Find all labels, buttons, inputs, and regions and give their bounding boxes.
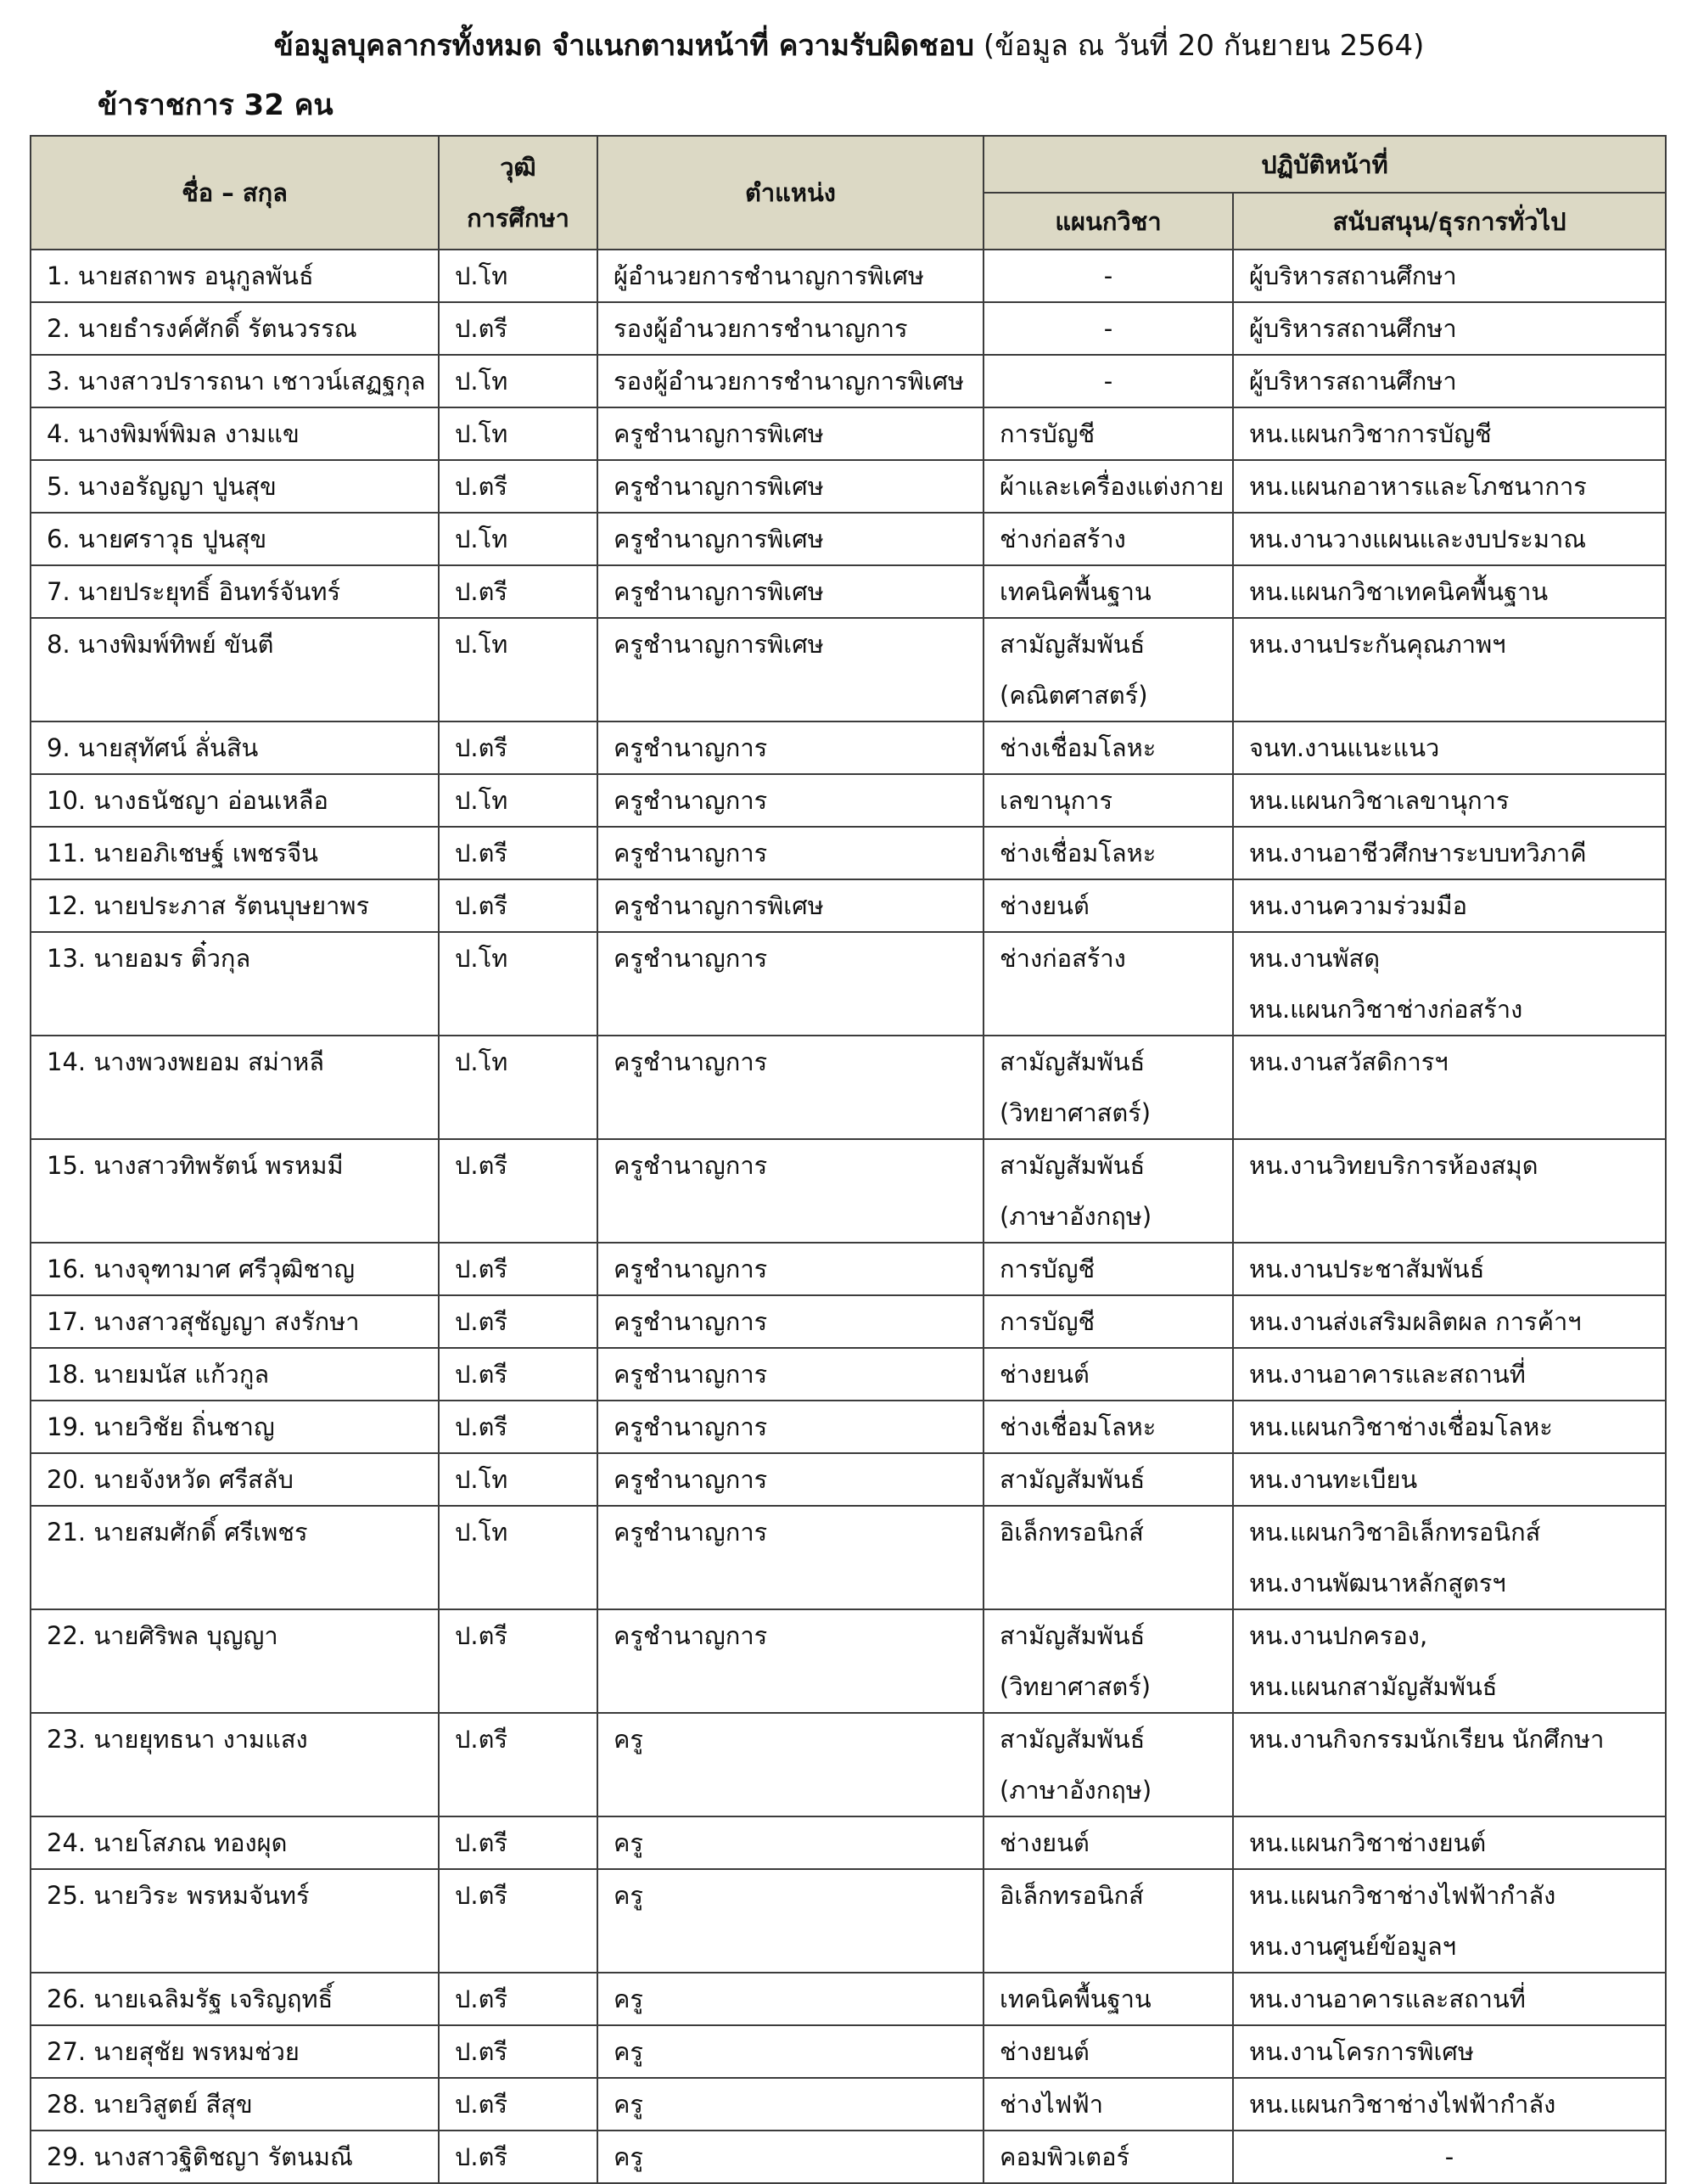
cell-position: ครูชำนาญการพิเศษ (597, 879, 983, 932)
cell-position: ครูชำนาญการพิเศษ (597, 513, 983, 565)
cell-department-line: สามัญสัมพันธ์ (1000, 1621, 1146, 1650)
table-row (31, 1036, 1666, 1139)
cell-position: ครูชำนาญการ (597, 1139, 983, 1243)
cell-education: ป.ตรี (439, 565, 597, 618)
cell-education: ป.ตรี (439, 2025, 597, 2078)
cell-education: ป.โท (439, 774, 597, 827)
cell-education: ป.ตรี (439, 1295, 597, 1348)
cell-support-line: หน.แผนกวิชาช่างก่อสร้าง (1249, 995, 1523, 1024)
cell-name: 28. นายวิสูตย์ สีสุข (31, 2078, 439, 2131)
cell-department-line: (วิทยาศาสตร์) (1000, 1098, 1152, 1127)
cell-support-line: ผู้บริหารสถานศึกษา (1249, 261, 1457, 290)
cell-support (1233, 2078, 1666, 2131)
cell-education: ป.ตรี (439, 1816, 597, 1869)
cell-department-line: สามัญสัมพันธ์ (1000, 1047, 1146, 1076)
cell-support-line: หน.งานประชาสัมพันธ์ (1249, 1255, 1485, 1283)
cell-department-line: สามัญสัมพันธ์ (1000, 1151, 1146, 1180)
cell-department-line: ช่างยนต์ (1000, 1360, 1090, 1389)
cell-department (983, 1348, 1233, 1401)
table-row (31, 2131, 1666, 2183)
cell-position: ครูชำนาญการพิเศษ (597, 407, 983, 460)
cell-support-line: หน.งานศูนย์ข้อมูลฯ (1249, 1932, 1457, 1961)
cell-support (1233, 774, 1666, 827)
cell-support (1233, 460, 1666, 513)
cell-name: 14. นางพวงพยอม สม่าหลี (31, 1036, 439, 1139)
cell-support-line: หน.แผนกวิชาช่างเชื่อมโลหะ (1249, 1412, 1553, 1441)
table-row (31, 721, 1666, 774)
cell-support-line: หน.งานทะเบียน (1249, 1465, 1418, 1494)
cell-position: ครูชำนาญการพิเศษ (597, 460, 983, 513)
header-education (439, 136, 597, 250)
cell-department-line: ช่างเชื่อมโลหะ (1000, 733, 1157, 762)
cell-department (983, 827, 1233, 879)
cell-education: ป.โท (439, 1036, 597, 1139)
cell-support (1233, 1139, 1666, 1243)
header-education-line1: วุฒิ (500, 153, 536, 182)
cell-department (983, 1139, 1233, 1243)
cell-department-line: เทคนิคพื้นฐาน (1000, 1985, 1152, 2013)
cell-position: ครู (597, 1869, 983, 1973)
cell-support-line: หน.งานกิจกรรมนักเรียน นักศึกษา (1249, 1725, 1605, 1754)
cell-department-line: การบัญชี (1000, 1255, 1096, 1283)
cell-support (1233, 1816, 1666, 1869)
cell-support (1233, 2131, 1666, 2183)
cell-support (1233, 407, 1666, 460)
cell-department-line: ช่างยนต์ (1000, 2037, 1090, 2066)
cell-name: 13. นายอมร ติ๋วกุล (31, 932, 439, 1036)
cell-name: 21. นายสมศักดิ์ ศรีเพชร (31, 1506, 439, 1609)
cell-education: ป.ตรี (439, 1401, 597, 1453)
cell-support-line: หน.งานอาชีวศึกษาระบบทวิภาคี (1249, 839, 1587, 867)
cell-position: ครู (597, 2078, 983, 2131)
cell-support-line: หน.แผนกวิชาช่างยนต์ (1249, 1828, 1487, 1857)
header-duty: ปฏิบัติหน้าที่ (983, 136, 1666, 193)
cell-department-line: ช่างก่อสร้าง (1000, 944, 1126, 973)
cell-department-line: (ภาษาอังกฤษ) (1000, 1776, 1152, 1805)
table-row (31, 932, 1666, 1036)
cell-name: 22. นายศิริพล บุญญา (31, 1609, 439, 1713)
table-row (31, 460, 1666, 513)
cell-department-line: เลขานุการ (1000, 786, 1113, 815)
cell-support-line: - (1444, 2142, 1454, 2171)
cell-department-line: ช่างไฟฟ้า (1000, 2090, 1104, 2119)
cell-name: 23. นายยุทธนา งามแสง (31, 1713, 439, 1816)
cell-department-line: - (1103, 261, 1113, 290)
cell-education: ป.โท (439, 1506, 597, 1609)
cell-support-line: หน.แผนกวิชาช่างไฟฟ้ากำลัง (1249, 1881, 1556, 1910)
cell-department (983, 1973, 1233, 2025)
cell-department (983, 513, 1233, 565)
cell-position: รองผู้อำนวยการชำนาญการพิเศษ (597, 355, 983, 407)
table-row (31, 1139, 1666, 1243)
cell-department (983, 774, 1233, 827)
cell-support-line: ผู้บริหารสถานศึกษา (1249, 367, 1457, 396)
table-row (31, 618, 1666, 721)
cell-position: ครู (597, 1713, 983, 1816)
header-department: แผนกวิชา (983, 193, 1233, 250)
cell-name: 16. นางจุฑามาศ ศรีวุฒิชาญ (31, 1243, 439, 1295)
cell-support-line: หน.แผนกวิชาช่างไฟฟ้ากำลัง (1249, 2090, 1556, 2119)
cell-education: ป.โท (439, 932, 597, 1036)
table-row (31, 827, 1666, 879)
cell-education: ป.โท (439, 618, 597, 721)
cell-name: 18. นายมนัส แก้วกูล (31, 1348, 439, 1401)
table-row (31, 774, 1666, 827)
cell-support (1233, 1295, 1666, 1348)
cell-department (983, 565, 1233, 618)
cell-department (983, 618, 1233, 721)
cell-name: 12. นายประภาส รัตนบุษยาพร (31, 879, 439, 932)
table-row (31, 250, 1666, 302)
cell-name: 2. นายธำรงค์ศักดิ์ รัตนวรรณ (31, 302, 439, 355)
cell-department-line: ช่างก่อสร้าง (1000, 525, 1126, 553)
cell-support-line: หน.งานประกันคุณภาพฯ (1249, 630, 1506, 659)
cell-education: ป.ตรี (439, 1243, 597, 1295)
cell-position: ครูชำนาญการ (597, 1453, 983, 1506)
cell-position: ครูชำนาญการพิเศษ (597, 565, 983, 618)
table-row (31, 1401, 1666, 1453)
cell-support-line: หน.งานวางแผนและงบประมาณ (1249, 525, 1587, 553)
cell-position: ครู (597, 2025, 983, 2078)
table-row (31, 1453, 1666, 1506)
cell-department (983, 1609, 1233, 1713)
cell-department-line: สามัญสัมพันธ์ (1000, 1465, 1146, 1494)
cell-position: รองผู้อำนวยการชำนาญการ (597, 302, 983, 355)
cell-position: ครูชำนาญการ (597, 1506, 983, 1609)
cell-support-line: หน.แผนกวิชาอิเล็กทรอนิกส์ (1249, 1518, 1541, 1547)
table-row (31, 879, 1666, 932)
cell-support-line: หน.งานปกครอง, (1249, 1621, 1428, 1650)
cell-name: 25. นายวิระ พรหมจันทร์ (31, 1869, 439, 1973)
cell-support-line: หน.งานวิทยบริการห้องสมุด (1249, 1151, 1538, 1180)
table-row (31, 407, 1666, 460)
cell-education: ป.ตรี (439, 827, 597, 879)
cell-education: ป.ตรี (439, 1348, 597, 1401)
cell-support (1233, 932, 1666, 1036)
cell-support (1233, 1348, 1666, 1401)
cell-support-line: หน.งานอาคารและสถานที่ (1249, 1985, 1526, 2013)
cell-department-line: - (1103, 367, 1113, 396)
cell-position: ครูชำนาญการพิเศษ (597, 618, 983, 721)
cell-department (983, 1401, 1233, 1453)
cell-position: ครูชำนาญการ (597, 1036, 983, 1139)
cell-education: ป.โท (439, 1453, 597, 1506)
cell-department (983, 1506, 1233, 1609)
cell-education: ป.ตรี (439, 1139, 597, 1243)
cell-education: ป.ตรี (439, 1869, 597, 1973)
cell-department (983, 2025, 1233, 2078)
cell-support (1233, 1243, 1666, 1295)
table-body (31, 250, 1666, 2183)
cell-education: ป.ตรี (439, 302, 597, 355)
cell-department-line: (วิทยาศาสตร์) (1000, 1672, 1152, 1701)
table-row (31, 2025, 1666, 2078)
cell-name: 29. นางสาวฐิติชญา รัตนมณี (31, 2131, 439, 2183)
cell-support-line: หน.แผนกอาหารและโภชนาการ (1249, 472, 1587, 501)
cell-education: ป.ตรี (439, 721, 597, 774)
cell-department-line: เทคนิคพื้นฐาน (1000, 577, 1152, 606)
cell-support-line: จนท.งานแนะแนว (1249, 733, 1440, 762)
cell-name: 9. นายสุทัศน์ ลั่นสิน (31, 721, 439, 774)
cell-support (1233, 1869, 1666, 1973)
cell-department (983, 1869, 1233, 1973)
cell-department-line: ช่างเชื่อมโลหะ (1000, 839, 1157, 867)
cell-department (983, 407, 1233, 460)
cell-support (1233, 1973, 1666, 2025)
cell-name: 20. นายจังหวัด ศรีสลับ (31, 1453, 439, 1506)
cell-education: ป.ตรี (439, 1713, 597, 1816)
header-support: สนับสนุน/ธุรการทั่วไป (1233, 193, 1666, 250)
table-row (31, 1609, 1666, 1713)
cell-department (983, 1243, 1233, 1295)
cell-education: ป.โท (439, 407, 597, 460)
header-position: ตำแหน่ง (597, 136, 983, 250)
table-row (31, 513, 1666, 565)
cell-position: ครูชำนาญการ (597, 932, 983, 1036)
cell-support (1233, 250, 1666, 302)
cell-department (983, 932, 1233, 1036)
cell-support (1233, 1401, 1666, 1453)
cell-department (983, 302, 1233, 355)
cell-department (983, 1713, 1233, 1816)
cell-education: ป.ตรี (439, 879, 597, 932)
cell-department-line: - (1103, 314, 1113, 343)
cell-department-line: (คณิตศาสตร์) (1000, 681, 1148, 710)
cell-position: ครูชำนาญการ (597, 1243, 983, 1295)
cell-position: ครู (597, 2131, 983, 2183)
cell-department-line: สามัญสัมพันธ์ (1000, 630, 1146, 659)
cell-position: ครู (597, 1973, 983, 2025)
cell-support-line: หน.แผนกวิชาการบัญชี (1249, 419, 1492, 448)
cell-education: ป.โท (439, 250, 597, 302)
cell-support-line: หน.แผนกสามัญสัมพันธ์ (1249, 1672, 1498, 1701)
cell-position: ครูชำนาญการ (597, 1295, 983, 1348)
cell-support (1233, 355, 1666, 407)
cell-department (983, 1816, 1233, 1869)
cell-position: ครูชำนาญการ (597, 1401, 983, 1453)
cell-name: 26. นายเฉลิมรัฐ เจริญฤทธิ์ (31, 1973, 439, 2025)
table-row (31, 1869, 1666, 1973)
cell-support-line: หน.งานส่งเสริมผลิตผล การค้าฯ (1249, 1307, 1582, 1336)
cell-name: 15. นางสาวทิพรัตน์ พรหมมี (31, 1139, 439, 1243)
cell-department (983, 2078, 1233, 2131)
cell-name: 11. นายอภิเชษฐ์ เพชรจีน (31, 827, 439, 879)
cell-education: ป.โท (439, 355, 597, 407)
cell-department (983, 250, 1233, 302)
table-header (31, 136, 1666, 250)
cell-name: 8. นางพิมพ์ทิพย์ ขันตี (31, 618, 439, 721)
cell-support-line: หน.งานพัสดุ (1249, 944, 1381, 973)
cell-name: 4. นางพิมพ์พิมล งามแข (31, 407, 439, 460)
staff-table (30, 135, 1667, 2184)
table-row (31, 302, 1666, 355)
cell-support (1233, 513, 1666, 565)
cell-support (1233, 721, 1666, 774)
cell-education: ป.ตรี (439, 1609, 597, 1713)
cell-name: 10. นางธนัชญา อ่อนเหลือ (31, 774, 439, 827)
cell-support-line: หน.งานอาคารและสถานที่ (1249, 1360, 1526, 1389)
document-title (0, 22, 1698, 70)
cell-support (1233, 302, 1666, 355)
table-row (31, 1243, 1666, 1295)
cell-support-line: หน.แผนกวิชาเทคนิคพื้นฐาน (1249, 577, 1549, 606)
header-name: ชื่อ – สกุล (31, 136, 439, 250)
cell-department-line: คอมพิวเตอร์ (1000, 2142, 1130, 2171)
cell-support (1233, 2025, 1666, 2078)
cell-name: 3. นางสาวปรารถนา เชาวน์เสฏฐกุล (31, 355, 439, 407)
cell-name: 17. นางสาวสุชัญญา สงรักษา (31, 1295, 439, 1348)
cell-name: 19. นายวิชัย ถิ่นชาญ (31, 1401, 439, 1453)
cell-support-line: หน.แผนกวิชาเลขานุการ (1249, 786, 1510, 815)
table-row (31, 2078, 1666, 2131)
document-title-main: ข้อมูลบุคลากรทั้งหมด จำแนกตามหน้าที่ ความรับผิดชอบ (273, 29, 974, 63)
cell-support (1233, 1609, 1666, 1713)
cell-department (983, 879, 1233, 932)
cell-department-line: (ภาษาอังกฤษ) (1000, 1202, 1152, 1231)
table-row (31, 1973, 1666, 2025)
cell-department-line: อิเล็กทรอนิกส์ (1000, 1518, 1144, 1547)
cell-education: ป.ตรี (439, 2078, 597, 2131)
table-row (31, 1506, 1666, 1609)
header-education-line2: การศึกษา (467, 204, 569, 233)
cell-department-line: ช่างยนต์ (1000, 1828, 1090, 1857)
cell-name: 5. นางอรัญญา ปูนสุข (31, 460, 439, 513)
cell-department-line: สามัญสัมพันธ์ (1000, 1725, 1146, 1754)
table-row (31, 565, 1666, 618)
cell-support (1233, 827, 1666, 879)
cell-position: ครูชำนาญการ (597, 1609, 983, 1713)
cell-department-line: ผ้าและเครื่องแต่งกาย (1000, 472, 1224, 501)
cell-department (983, 1453, 1233, 1506)
cell-department (983, 1036, 1233, 1139)
cell-name: 7. นายประยุทธิ์ อินทร์จันทร์ (31, 565, 439, 618)
cell-support (1233, 618, 1666, 721)
cell-support-line: หน.งานสวัสดิการฯ (1249, 1047, 1449, 1076)
cell-name: 1. นายสถาพร อนุกูลพันธ์ (31, 250, 439, 302)
cell-name: 24. นายโสภณ ทองผุด (31, 1816, 439, 1869)
cell-department (983, 721, 1233, 774)
section-subtitle: ข้าราชการ 32 คน (98, 88, 333, 122)
cell-support (1233, 565, 1666, 618)
cell-education: ป.ตรี (439, 460, 597, 513)
cell-department-line: การบัญชี (1000, 1307, 1096, 1336)
cell-education: ป.ตรี (439, 1973, 597, 2025)
table-row (31, 1816, 1666, 1869)
cell-position: ผู้อำนวยการชำนาญการพิเศษ (597, 250, 983, 302)
cell-support-line: ผู้บริหารสถานศึกษา (1249, 314, 1457, 343)
cell-position: ครูชำนาญการ (597, 1348, 983, 1401)
cell-support (1233, 1453, 1666, 1506)
cell-education: ป.ตรี (439, 2131, 597, 2183)
cell-support (1233, 1036, 1666, 1139)
cell-support (1233, 879, 1666, 932)
cell-department (983, 355, 1233, 407)
cell-position: ครูชำนาญการ (597, 774, 983, 827)
document-title-date: (ข้อมูล ณ วันที่ 20 กันยายน 2564) (983, 29, 1425, 63)
cell-department-line: อิเล็กทรอนิกส์ (1000, 1881, 1144, 1910)
cell-support (1233, 1713, 1666, 1816)
cell-department (983, 460, 1233, 513)
cell-department (983, 1295, 1233, 1348)
cell-position: ครู (597, 1816, 983, 1869)
cell-name: 6. นายศราวุธ ปูนสุข (31, 513, 439, 565)
cell-support-line: หน.งานโครการพิเศษ (1249, 2037, 1474, 2066)
table-row (31, 1295, 1666, 1348)
cell-department-line: การบัญชี (1000, 419, 1096, 448)
cell-education: ป.โท (439, 513, 597, 565)
cell-department (983, 2131, 1233, 2183)
table-row (31, 1713, 1666, 1816)
cell-support-line: หน.งานความร่วมมือ (1249, 891, 1468, 920)
cell-name: 27. นายสุชัย พรหมช่วย (31, 2025, 439, 2078)
cell-department-line: ช่างเชื่อมโลหะ (1000, 1412, 1157, 1441)
cell-support (1233, 1506, 1666, 1609)
table-row (31, 1348, 1666, 1401)
cell-position: ครูชำนาญการ (597, 721, 983, 774)
table-row (31, 355, 1666, 407)
cell-support-line: หน.งานพัฒนาหลักสูตรฯ (1249, 1569, 1506, 1597)
cell-position: ครูชำนาญการ (597, 827, 983, 879)
cell-department-line: ช่างยนต์ (1000, 891, 1090, 920)
